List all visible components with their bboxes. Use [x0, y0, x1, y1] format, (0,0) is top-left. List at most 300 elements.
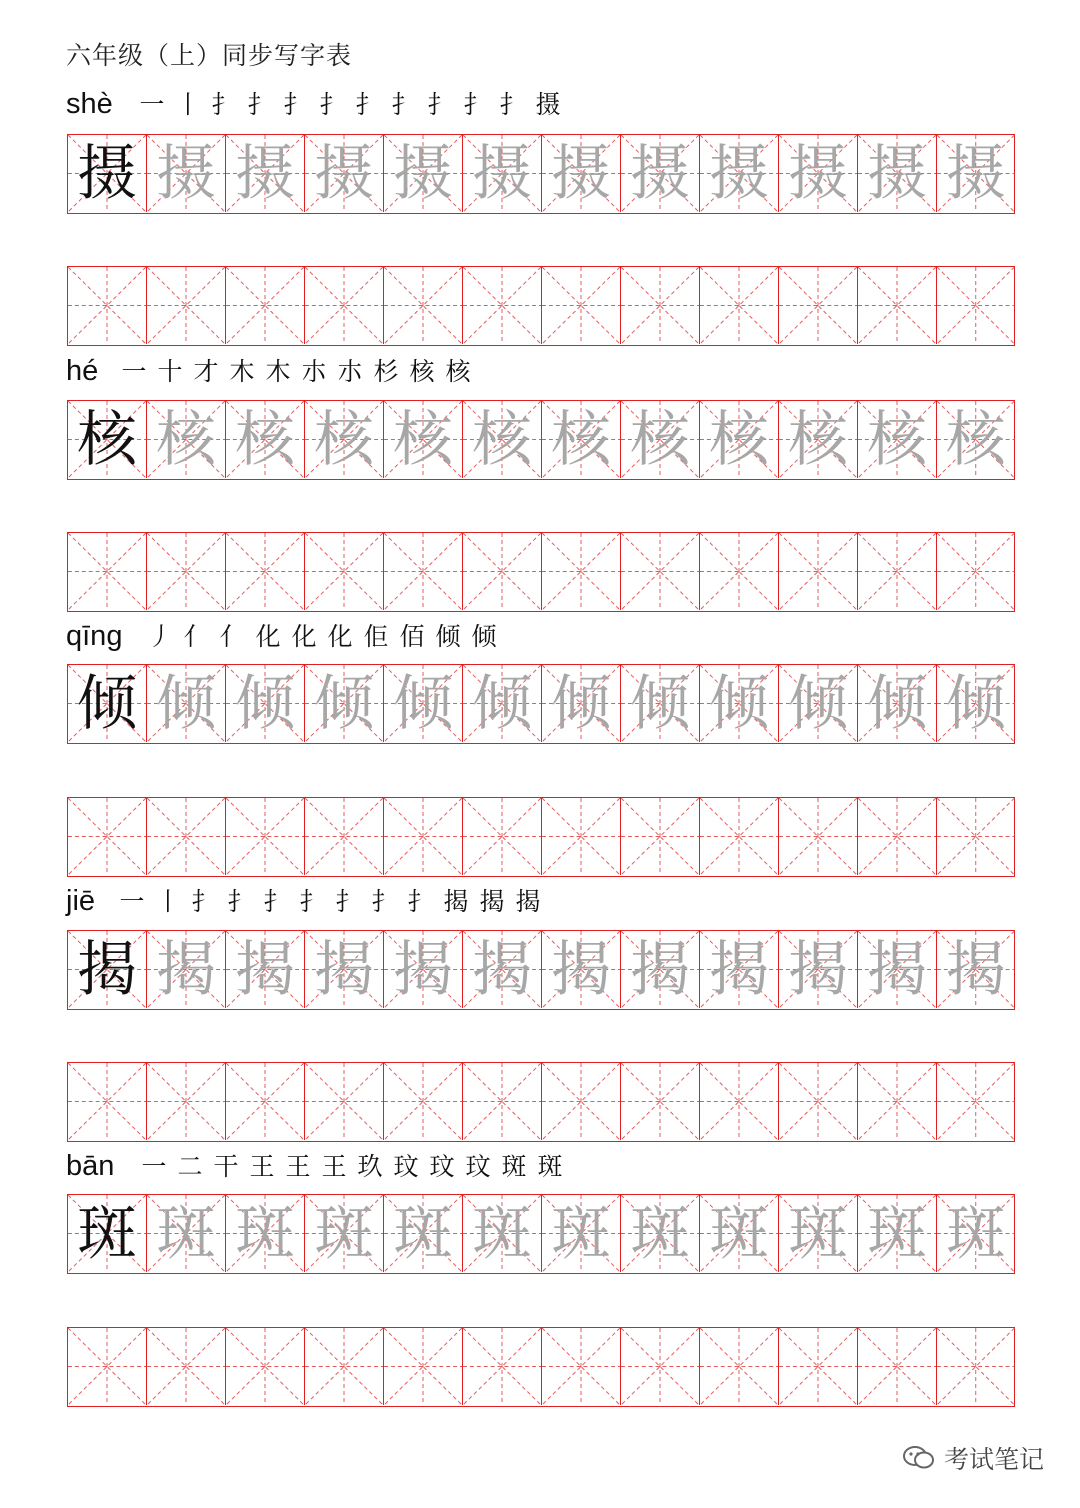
cell-guide: [542, 1063, 620, 1140]
stroke-step: 斑: [501, 1152, 527, 1181]
writing-cell[interactable]: [621, 798, 700, 875]
model-character: 斑: [77, 1198, 137, 1269]
writing-cell[interactable]: [226, 267, 305, 344]
stroke-step: 扌: [191, 887, 217, 916]
cell-guide: [147, 533, 225, 610]
trace-char-cell: [858, 1195, 937, 1272]
writing-cell[interactable]: [463, 533, 542, 610]
cell-guide: [226, 1063, 304, 1140]
trace-character: 核: [314, 404, 374, 475]
pinyin-label: jiē: [66, 885, 96, 917]
cell-guide: [937, 267, 1015, 344]
writing-cell[interactable]: [305, 267, 384, 344]
stroke-step: 摄: [535, 90, 561, 119]
writing-cell[interactable]: [937, 1063, 1015, 1140]
writing-cell[interactable]: [621, 533, 700, 610]
cell-guide: [858, 267, 936, 344]
trace-character: 核: [945, 404, 1006, 475]
trace-character: 倾: [235, 668, 295, 739]
stroke-step: 扌: [247, 90, 273, 119]
trace-character: 摄: [867, 138, 927, 209]
trace-character: 核: [551, 404, 611, 475]
stroke-step: 倾: [435, 622, 461, 651]
stroke-step: 揭: [443, 887, 469, 916]
writing-cell[interactable]: [463, 267, 542, 344]
writing-cell[interactable]: [621, 1063, 700, 1140]
cell-guide: [621, 1328, 699, 1405]
cell-guide: [700, 533, 778, 610]
trace-char-cell: [147, 931, 226, 1008]
trace-character: 核: [630, 404, 690, 475]
stroke-step: 丨: [155, 887, 181, 916]
stroke-step: 扌: [211, 90, 237, 119]
trace-char-cell: [305, 665, 384, 742]
trace-char-cell: [858, 931, 937, 1008]
stroke-step: 化: [291, 622, 317, 651]
cell-guide: [542, 1328, 620, 1405]
cell-guide: [779, 533, 857, 610]
stroke-step: 丨: [175, 90, 201, 119]
watermark-text: 考试笔记: [943, 1445, 1044, 1474]
writing-cell[interactable]: [542, 267, 621, 344]
trace-char-cell: [463, 135, 542, 212]
trace-character: 揭: [156, 934, 216, 1005]
writing-cell[interactable]: [700, 798, 779, 875]
cell-guide: [463, 798, 541, 875]
trace-char-cell: [700, 135, 779, 212]
writing-cell[interactable]: [779, 798, 858, 875]
cell-guide: [147, 1328, 225, 1405]
model-character: 核: [77, 404, 137, 475]
stroke-step: 扌: [407, 887, 433, 916]
trace-character: 摄: [472, 138, 532, 209]
writing-cell[interactable]: [147, 267, 226, 344]
writing-cell[interactable]: [68, 1063, 147, 1140]
trace-character: 斑: [945, 1198, 1006, 1269]
cell-guide: [305, 1328, 383, 1405]
cell-guide: [937, 1063, 1015, 1140]
cell-guide: [463, 533, 541, 610]
trace-char-cell: [384, 135, 463, 212]
stroke-step: 朩: [301, 357, 327, 386]
trace-char-cell: [779, 665, 858, 742]
trace-char-cell: [384, 401, 463, 478]
writing-cell[interactable]: [305, 1328, 384, 1405]
cell-guide: [700, 1063, 778, 1140]
model-character: 倾: [77, 668, 137, 739]
stroke-step: 十: [157, 357, 183, 386]
stroke-step: 扌: [463, 90, 489, 119]
stroke-step: 丿: [147, 622, 173, 651]
trace-char-cell: [858, 665, 937, 742]
trace-char-cell: [384, 665, 463, 742]
trace-character: 揭: [709, 934, 769, 1005]
trace-char-cell: [779, 135, 858, 212]
model-character: 摄: [77, 138, 137, 209]
trace-character: 斑: [314, 1198, 374, 1269]
trace-character: 揭: [235, 934, 295, 1005]
cell-guide: [779, 798, 857, 875]
stroke-step: 王: [249, 1152, 275, 1181]
cell-guide: [147, 1063, 225, 1140]
trace-character: 斑: [472, 1198, 532, 1269]
stroke-order: [136, 1152, 568, 1184]
model-char-cell: [68, 401, 147, 478]
writing-cell[interactable]: [858, 1328, 937, 1405]
writing-cell[interactable]: [384, 533, 463, 610]
writing-cell[interactable]: [68, 1328, 147, 1405]
stroke-step: 一: [121, 357, 147, 386]
trace-char-cell: [937, 135, 1015, 212]
trace-character: 倾: [393, 668, 453, 739]
writing-cell[interactable]: [226, 1328, 305, 1405]
blank-grid-row: [67, 797, 1015, 877]
trace-char-cell: [226, 401, 305, 478]
writing-cell[interactable]: [305, 533, 384, 610]
writing-cell[interactable]: [147, 533, 226, 610]
cell-guide: [858, 798, 936, 875]
writing-cell[interactable]: [68, 798, 147, 875]
practice-grid-row: [67, 664, 1015, 744]
stroke-step: 干: [213, 1152, 239, 1181]
cell-guide: [384, 533, 462, 610]
cell-guide: [384, 267, 462, 344]
blank-grid-row: [67, 1327, 1015, 1407]
writing-cell[interactable]: [542, 798, 621, 875]
trace-character: 斑: [235, 1198, 295, 1269]
writing-cell[interactable]: [700, 533, 779, 610]
cell-guide: [226, 533, 304, 610]
writing-cell[interactable]: [384, 267, 463, 344]
pinyin-label: bān: [66, 1150, 115, 1182]
writing-cell[interactable]: [68, 533, 147, 610]
writing-cell[interactable]: [463, 1328, 542, 1405]
writing-cell[interactable]: [779, 267, 858, 344]
stroke-order: [114, 887, 546, 919]
stroke-step: 佰: [399, 622, 425, 651]
trace-character: 揭: [314, 934, 374, 1005]
trace-char-cell: [779, 1195, 858, 1272]
cell-guide: [463, 1328, 541, 1405]
trace-character: 倾: [945, 668, 1006, 739]
trace-char-cell: [542, 931, 621, 1008]
trace-char-cell: [542, 1195, 621, 1272]
cell-guide: [305, 798, 383, 875]
page-title: 六年级（上）同步写字表: [66, 41, 353, 70]
writing-cell[interactable]: [305, 798, 384, 875]
stroke-step: 扌: [355, 90, 381, 119]
cell-guide: [542, 267, 620, 344]
cell-guide: [226, 1328, 304, 1405]
trace-character: 揭: [472, 934, 532, 1005]
trace-character: 核: [472, 404, 532, 475]
trace-char-cell: [779, 401, 858, 478]
cell-guide: [384, 1328, 462, 1405]
stroke-step: 扌: [263, 887, 289, 916]
trace-char-cell: [700, 665, 779, 742]
trace-character: 倾: [709, 668, 769, 739]
cell-guide: [305, 267, 383, 344]
trace-char-cell: [305, 135, 384, 212]
watermark: [902, 1440, 1044, 1476]
trace-char-cell: [147, 401, 226, 478]
trace-char-cell: [858, 401, 937, 478]
cell-guide: [384, 798, 462, 875]
stroke-step: 揭: [515, 887, 541, 916]
stroke-step: 化: [327, 622, 353, 651]
pinyin-label: shè: [66, 88, 113, 120]
stroke-step: 玟: [429, 1152, 455, 1181]
writing-cell[interactable]: [621, 267, 700, 344]
writing-cell[interactable]: [147, 1063, 226, 1140]
cell-guide: [937, 1328, 1015, 1405]
writing-cell[interactable]: [68, 267, 147, 344]
cell-guide: [305, 533, 383, 610]
stroke-step: 玖: [357, 1152, 383, 1181]
stroke-step: 亻: [183, 622, 209, 651]
trace-character: 倾: [156, 668, 216, 739]
cell-guide: [779, 267, 857, 344]
stroke-step: 杉: [373, 357, 399, 386]
writing-cell[interactable]: [147, 1328, 226, 1405]
writing-cell[interactable]: [937, 533, 1015, 610]
pinyin-label: qīng: [66, 620, 123, 652]
writing-cell[interactable]: [384, 798, 463, 875]
stroke-step: 扌: [391, 90, 417, 119]
model-char-cell: [68, 665, 147, 742]
practice-grid-row: [67, 930, 1015, 1010]
trace-character: 核: [709, 404, 769, 475]
model-char-cell: [68, 931, 147, 1008]
trace-character: 核: [235, 404, 295, 475]
cell-guide: [68, 1063, 146, 1140]
trace-character: 倾: [314, 668, 374, 739]
cell-guide: [779, 1328, 857, 1405]
model-char-cell: [68, 1195, 147, 1272]
cell-guide: [621, 1063, 699, 1140]
stroke-step: 扌: [283, 90, 309, 119]
trace-character: 摄: [788, 138, 848, 209]
stroke-step: 核: [445, 357, 471, 386]
blank-grid-row: [67, 266, 1015, 346]
writing-cell[interactable]: [779, 1328, 858, 1405]
trace-character: 揭: [788, 934, 848, 1005]
trace-character: 倾: [867, 668, 927, 739]
cell-guide: [621, 533, 699, 610]
trace-char-cell: [621, 401, 700, 478]
stroke-step: 扌: [371, 887, 397, 916]
wechat-logo-icon: [902, 1444, 936, 1472]
pinyin-label: hé: [66, 355, 99, 387]
trace-char-cell: [937, 665, 1015, 742]
trace-char-cell: [384, 1195, 463, 1272]
writing-cell[interactable]: [937, 1328, 1015, 1405]
trace-char-cell: [463, 665, 542, 742]
stroke-step: 木: [229, 357, 255, 386]
writing-cell[interactable]: [226, 798, 305, 875]
trace-char-cell: [700, 1195, 779, 1272]
cell-guide: [226, 267, 304, 344]
stroke-step: 化: [255, 622, 281, 651]
writing-cell[interactable]: [621, 1328, 700, 1405]
model-char-cell: [68, 135, 147, 212]
cell-guide: [147, 267, 225, 344]
stroke-step: 玟: [465, 1152, 491, 1181]
cell-guide: [858, 533, 936, 610]
cell-guide: [542, 533, 620, 610]
stroke-step: 核: [409, 357, 435, 386]
trace-char-cell: [937, 401, 1015, 478]
trace-char-cell: [858, 135, 937, 212]
writing-cell[interactable]: [858, 1063, 937, 1140]
stroke-step: 王: [321, 1152, 347, 1181]
trace-character: 斑: [551, 1198, 611, 1269]
cell-guide: [858, 1328, 936, 1405]
stroke-step: 玟: [393, 1152, 419, 1181]
cell-guide: [384, 1063, 462, 1140]
trace-character: 揭: [630, 934, 690, 1005]
writing-cell[interactable]: [147, 798, 226, 875]
trace-character: 倾: [788, 668, 848, 739]
stroke-step: 一: [139, 90, 165, 119]
stroke-step: 亻: [219, 622, 245, 651]
writing-cell[interactable]: [226, 1063, 305, 1140]
trace-char-cell: [542, 135, 621, 212]
cell-guide: [463, 267, 541, 344]
trace-char-cell: [779, 931, 858, 1008]
cell-guide: [68, 1328, 146, 1405]
cell-guide: [700, 267, 778, 344]
trace-character: 摄: [393, 138, 453, 209]
trace-char-cell: [463, 401, 542, 478]
writing-cell[interactable]: [542, 1328, 621, 1405]
trace-char-cell: [542, 665, 621, 742]
trace-character: 核: [393, 404, 453, 475]
trace-char-cell: [147, 1195, 226, 1272]
writing-cell[interactable]: [779, 533, 858, 610]
trace-character: 摄: [314, 138, 374, 209]
trace-char-cell: [147, 135, 226, 212]
trace-character: 核: [867, 404, 927, 475]
trace-character: 揭: [945, 934, 1006, 1005]
writing-cell[interactable]: [858, 798, 937, 875]
stroke-step: 扌: [427, 90, 453, 119]
stroke-step: 扌: [499, 90, 525, 119]
cell-guide: [542, 798, 620, 875]
trace-character: 揭: [393, 934, 453, 1005]
stroke-step: 扌: [319, 90, 345, 119]
practice-grid-row: [67, 134, 1015, 214]
trace-char-cell: [700, 931, 779, 1008]
blank-grid-row: [67, 1062, 1015, 1142]
trace-char-cell: [384, 931, 463, 1008]
writing-cell[interactable]: [700, 1063, 779, 1140]
trace-character: 摄: [945, 138, 1006, 209]
writing-cell[interactable]: [463, 1063, 542, 1140]
trace-char-cell: [226, 931, 305, 1008]
stroke-step: 一: [119, 887, 145, 916]
trace-character: 摄: [709, 138, 769, 209]
trace-char-cell: [542, 401, 621, 478]
trace-character: 斑: [709, 1198, 769, 1269]
stroke-step: 朩: [337, 357, 363, 386]
writing-cell[interactable]: [384, 1328, 463, 1405]
practice-grid-row: [67, 400, 1015, 480]
writing-cell[interactable]: [779, 1063, 858, 1140]
cell-guide: [700, 1328, 778, 1405]
writing-cell[interactable]: [542, 1063, 621, 1140]
stroke-step: 倾: [471, 622, 497, 651]
cell-guide: [68, 533, 146, 610]
writing-cell[interactable]: [937, 798, 1015, 875]
trace-character: 倾: [551, 668, 611, 739]
stroke-step: 佢: [363, 622, 389, 651]
stroke-order: [134, 90, 566, 122]
trace-char-cell: [305, 401, 384, 478]
stroke-order: [142, 622, 502, 654]
trace-character: 摄: [235, 138, 295, 209]
trace-character: 斑: [630, 1198, 690, 1269]
trace-char-cell: [463, 1195, 542, 1272]
writing-cell[interactable]: [384, 1063, 463, 1140]
trace-char-cell: [621, 1195, 700, 1272]
trace-character: 斑: [867, 1198, 927, 1269]
trace-char-cell: [621, 135, 700, 212]
trace-char-cell: [937, 931, 1015, 1008]
writing-cell[interactable]: [937, 267, 1015, 344]
trace-char-cell: [621, 665, 700, 742]
stroke-step: 扌: [335, 887, 361, 916]
writing-cell[interactable]: [305, 1063, 384, 1140]
stroke-step: 王: [285, 1152, 311, 1181]
stroke-step: 才: [193, 357, 219, 386]
trace-character: 摄: [551, 138, 611, 209]
writing-cell[interactable]: [226, 533, 305, 610]
trace-char-cell: [226, 135, 305, 212]
stroke-step: 斑: [537, 1152, 563, 1181]
writing-cell[interactable]: [700, 267, 779, 344]
trace-character: 斑: [156, 1198, 216, 1269]
trace-character: 摄: [630, 138, 690, 209]
stroke-step: 一: [141, 1152, 167, 1181]
model-character: 揭: [77, 934, 137, 1005]
writing-cell[interactable]: [858, 267, 937, 344]
trace-character: 倾: [472, 668, 532, 739]
trace-char-cell: [226, 1195, 305, 1272]
trace-character: 核: [156, 404, 216, 475]
writing-cell[interactable]: [542, 533, 621, 610]
cell-guide: [226, 798, 304, 875]
stroke-step: 扌: [299, 887, 325, 916]
trace-char-cell: [463, 931, 542, 1008]
trace-character: 核: [788, 404, 848, 475]
trace-character: 倾: [630, 668, 690, 739]
writing-cell[interactable]: [858, 533, 937, 610]
trace-character: 斑: [393, 1198, 453, 1269]
writing-cell[interactable]: [700, 1328, 779, 1405]
trace-char-cell: [226, 665, 305, 742]
trace-char-cell: [621, 931, 700, 1008]
trace-char-cell: [147, 665, 226, 742]
cell-guide: [700, 798, 778, 875]
trace-char-cell: [937, 1195, 1015, 1272]
trace-character: 揭: [867, 934, 927, 1005]
trace-character: 揭: [551, 934, 611, 1005]
cell-guide: [147, 798, 225, 875]
trace-char-cell: [305, 1195, 384, 1272]
trace-character: 斑: [788, 1198, 848, 1269]
writing-cell[interactable]: [463, 798, 542, 875]
